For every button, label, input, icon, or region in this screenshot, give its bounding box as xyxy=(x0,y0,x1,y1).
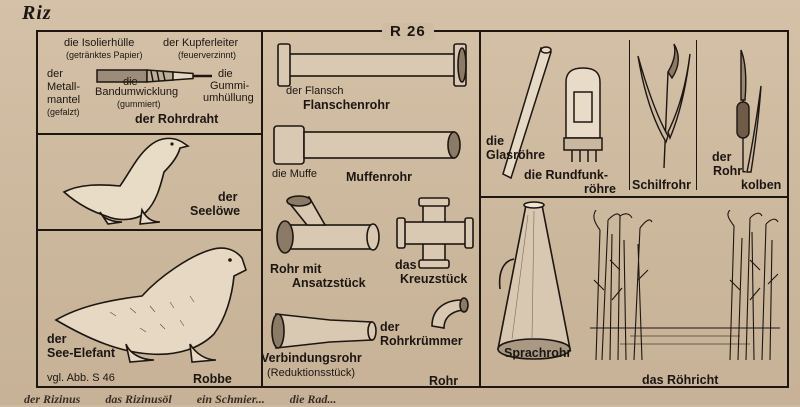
label-der-see-elefant: der xyxy=(47,332,67,346)
flanged-pipe-drawing xyxy=(276,40,472,90)
glass-tube-drawing xyxy=(497,44,557,184)
label-rohr: Rohr xyxy=(429,374,459,388)
label-der-kolben: der xyxy=(712,150,732,164)
label-getraenktes-papier: (getränktes Papier) xyxy=(66,50,143,60)
label-gummiert: (gummiert) xyxy=(117,99,161,109)
reed-drawing xyxy=(634,42,694,170)
label-muffe: die Muffe xyxy=(272,168,318,180)
label-reduktionsstueck: (Reduktionsstück) xyxy=(267,367,356,379)
label-kupferleiter: der Kupferleiter xyxy=(163,37,239,49)
label-roehricht: das Röhricht xyxy=(642,373,719,387)
branch-pipe-drawing xyxy=(273,195,383,261)
radio-tube-drawing xyxy=(558,64,608,164)
label-robbe: Robbe xyxy=(193,372,232,386)
label-muffenrohr: Muffenrohr xyxy=(346,170,412,184)
ref-text: vgl. Abb. S xyxy=(47,372,100,384)
label-der-seeloewe: der xyxy=(218,190,238,204)
label-die-glas: die xyxy=(486,134,505,148)
label-roehre: röhre xyxy=(584,182,616,196)
label-der-metall: der xyxy=(47,68,63,80)
divider-right xyxy=(481,196,788,198)
divider-middle xyxy=(479,31,481,387)
divider-right-2 xyxy=(696,40,697,190)
divider-right-1 xyxy=(629,40,630,190)
label-vgl-abb xyxy=(47,372,115,384)
label-see-elefant: See-Elefant xyxy=(47,346,116,360)
footer-term-1: der Rizinus xyxy=(24,392,81,406)
divider-left xyxy=(261,31,263,387)
label-seeloewe: Seelöwe xyxy=(190,204,241,218)
label-feuerverzinnt: (feuerverzinnt) xyxy=(178,50,237,60)
label-isolierhuelle: die Isolierhülle xyxy=(64,37,135,49)
label-mantel: mantel xyxy=(47,94,81,106)
label-gummi: Gummi- xyxy=(210,80,250,92)
label-flansch: der Flansch xyxy=(286,85,344,97)
elbow-pipe-drawing xyxy=(428,296,472,332)
reed-bed-drawing xyxy=(590,210,780,380)
label-rohrdraht: der Rohrdraht xyxy=(135,112,219,126)
label-sprachrohr: Sprachrohr xyxy=(504,346,572,360)
divider-seal xyxy=(37,229,261,231)
socket-pipe-drawing xyxy=(272,122,472,168)
footer-term-4: die Rad... xyxy=(289,392,337,406)
label-die-band: die xyxy=(123,76,138,88)
footer-term-2: das Rizinusöl xyxy=(105,392,172,406)
label-rohrkruemmer: Rohrkrümmer xyxy=(380,334,463,348)
label-das-kreuz: das xyxy=(395,258,417,272)
ref-number: 46 xyxy=(102,372,115,384)
label-metall: Metall- xyxy=(47,81,81,93)
label-glasroehre: Glasröhre xyxy=(486,148,546,162)
label-schilfrohr: Schilfrohr xyxy=(632,178,692,192)
label-flanschenrohr: Flanschenrohr xyxy=(303,98,390,112)
sea-lion-drawing xyxy=(60,132,200,228)
label-rohr-mit: Rohr mit xyxy=(270,262,322,276)
label-rundfunk: die Rundfunk- xyxy=(524,168,609,182)
label-gefalzt: (gefalzt) xyxy=(47,107,80,117)
label-kolben: kolben xyxy=(741,178,782,192)
footer-term-3: ein Schmier... xyxy=(196,392,265,406)
label-die-gummi: die xyxy=(218,68,233,80)
label-rohr-kolben: Rohr- xyxy=(713,164,747,178)
page-header: Riz xyxy=(22,2,52,24)
label-ansatzstueck: Ansatzstück xyxy=(292,276,366,290)
label-umhuellung: umhüllung xyxy=(203,92,254,104)
label-kreuzstueck: Kreuzstück xyxy=(400,272,468,286)
label-bandumwicklung: Bandumwicklung xyxy=(95,86,179,98)
reducer-pipe-drawing xyxy=(270,310,378,350)
plate-number: R 26 xyxy=(382,23,434,40)
label-verbindungsrohr: Verbindungsrohr xyxy=(261,351,362,365)
label-der-kruemmer: der xyxy=(380,320,400,334)
